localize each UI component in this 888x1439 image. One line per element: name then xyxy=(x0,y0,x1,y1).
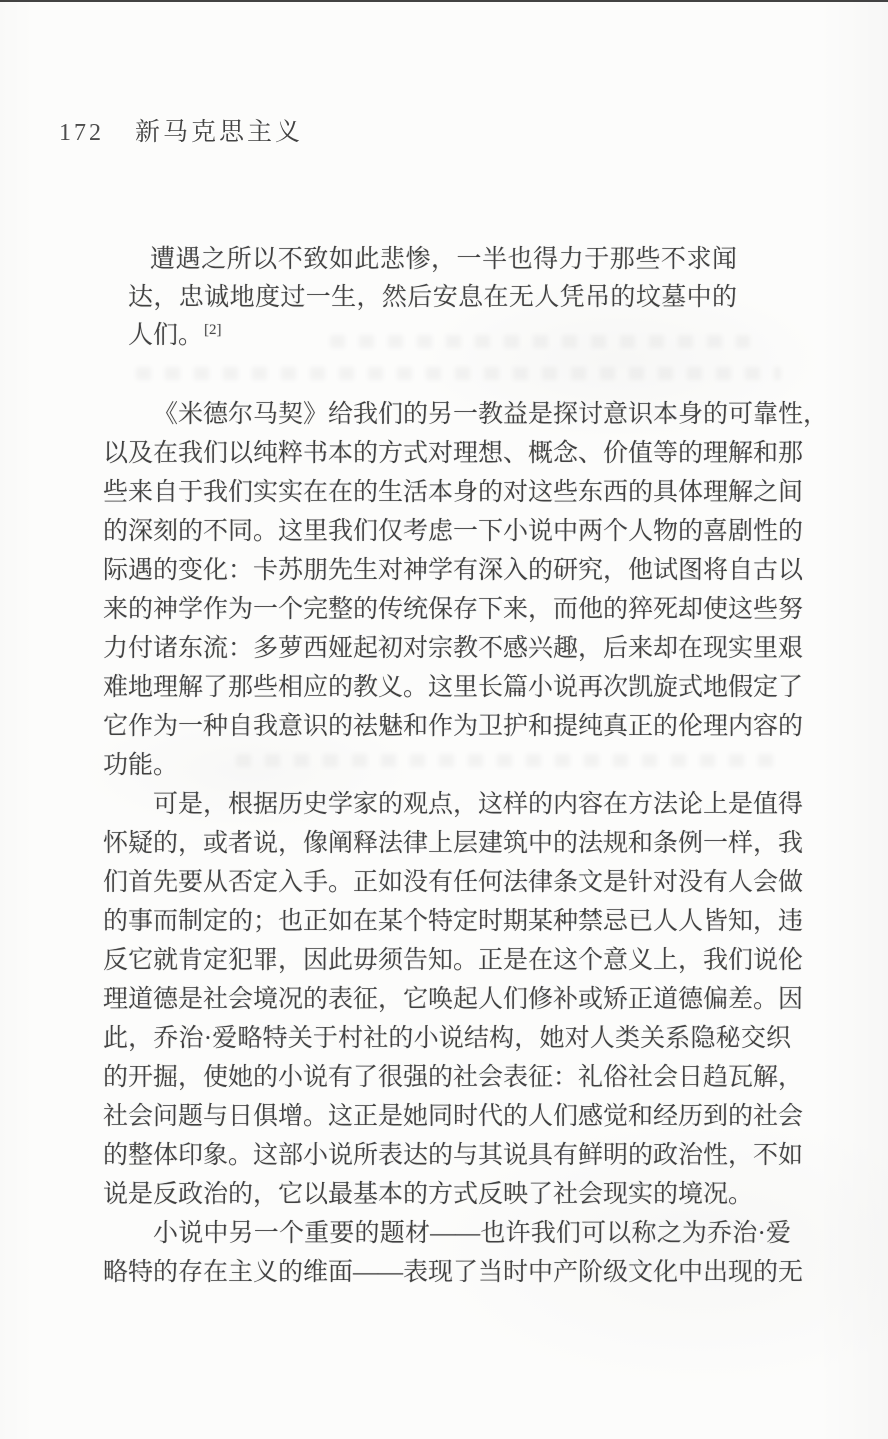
body-line: 此，乔治·爱略特关于村社的小说结构，她对人类关系隐秘交织 xyxy=(103,1025,791,1052)
scan-edge-artifact xyxy=(0,0,888,2)
body-line: 可是，根据历史学家的观点，这样的内容在方法论上是值得 xyxy=(153,791,804,818)
body-line: 以及在我们以纯粹书本的方式对理想、概念、价值等的理解和那 xyxy=(103,440,804,467)
running-header xyxy=(59,112,303,148)
running-title: 新马克思主义 xyxy=(135,119,304,146)
body-line: 些来自于我们实实在在的生活本身的对这些东西的具体理解之间 xyxy=(103,479,804,506)
bleed-through-artifact xyxy=(236,754,781,767)
body-line: 来的神学作为一个完整的传统保存下来，而他的猝死却使这些努 xyxy=(103,596,804,623)
body-line: 们首先要从否定入手。正如没有任何法律条文是针对没有人会做 xyxy=(103,869,804,896)
body-line: 说是反政治的，它以最基本的方式反映了社会现实的境况。 xyxy=(103,1181,754,1208)
body-line: 它作为一种自我意识的祛魅和作为卫护和提纯真正的伦理内容的 xyxy=(103,713,804,740)
body-line: 的整体印象。这部小说所表达的与其说具有鲜明的政治性，不如 xyxy=(103,1142,804,1169)
page-number: 172 xyxy=(59,120,104,146)
paragraph xyxy=(103,395,829,785)
bleed-through-artifact xyxy=(136,367,781,380)
body-line: 略特的存在主义的维面——表现了当时中产阶级文化中出现的无 xyxy=(103,1259,804,1286)
footnote-reference: [2] xyxy=(204,322,222,338)
body-line: 难地理解了那些相应的教义。这里长篇小说再次凯旋式地假定了 xyxy=(103,674,804,701)
body-line: 小说中另一个重要的题材——也许我们可以称之为乔治·爱 xyxy=(153,1220,791,1247)
quote-line: 遭遇之所以不致如此悲惨，一半也得力于那些不求闻 xyxy=(150,246,737,273)
body-line: 的深刻的不同。这里我们仅考虑一下小说中两个人物的喜剧性的 xyxy=(103,518,804,545)
body-line: 怀疑的，或者说，像阐释法律上层建筑中的法规和条例一样，我 xyxy=(103,830,804,857)
body-line: 的开掘，使她的小说有了很强的社会表征：礼俗社会日趋瓦解， xyxy=(103,1064,804,1091)
body-line: 反它就肯定犯罪，因此毋须告知。正是在这个意义上，我们说伦 xyxy=(103,947,804,974)
body-line: 《米德尔马契》给我们的另一教益是探讨意识本身的可靠性， xyxy=(153,401,829,428)
quote-line-text: 人们。 xyxy=(128,322,204,349)
bleed-through-artifact xyxy=(330,335,750,348)
paragraph xyxy=(103,785,804,1214)
paragraph xyxy=(103,1214,804,1292)
body-line: 力付诸东流：多萝西娅起初对宗教不感兴趣，后来却在现实里艰 xyxy=(103,635,804,662)
body-text xyxy=(103,395,829,1292)
body-line: 的事而制定的；也正如在某个特定时期某种禁忌已人人皆知，违 xyxy=(103,908,804,935)
body-line: 理道德是社会境况的表征，它唤起人们修补或矫正道德偏差。因 xyxy=(103,986,804,1013)
body-line: 社会问题与日俱增。这正是她同时代的人们感觉和经历到的社会 xyxy=(103,1103,804,1130)
body-line: 功能。 xyxy=(103,752,179,779)
quote-line: 达，忠诚地度过一生，然后安息在无人凭吊的坟墓中的 xyxy=(128,284,737,311)
body-line: 际遇的变化：卡苏朋先生对神学有深入的研究，他试图将自古以 xyxy=(103,557,804,584)
